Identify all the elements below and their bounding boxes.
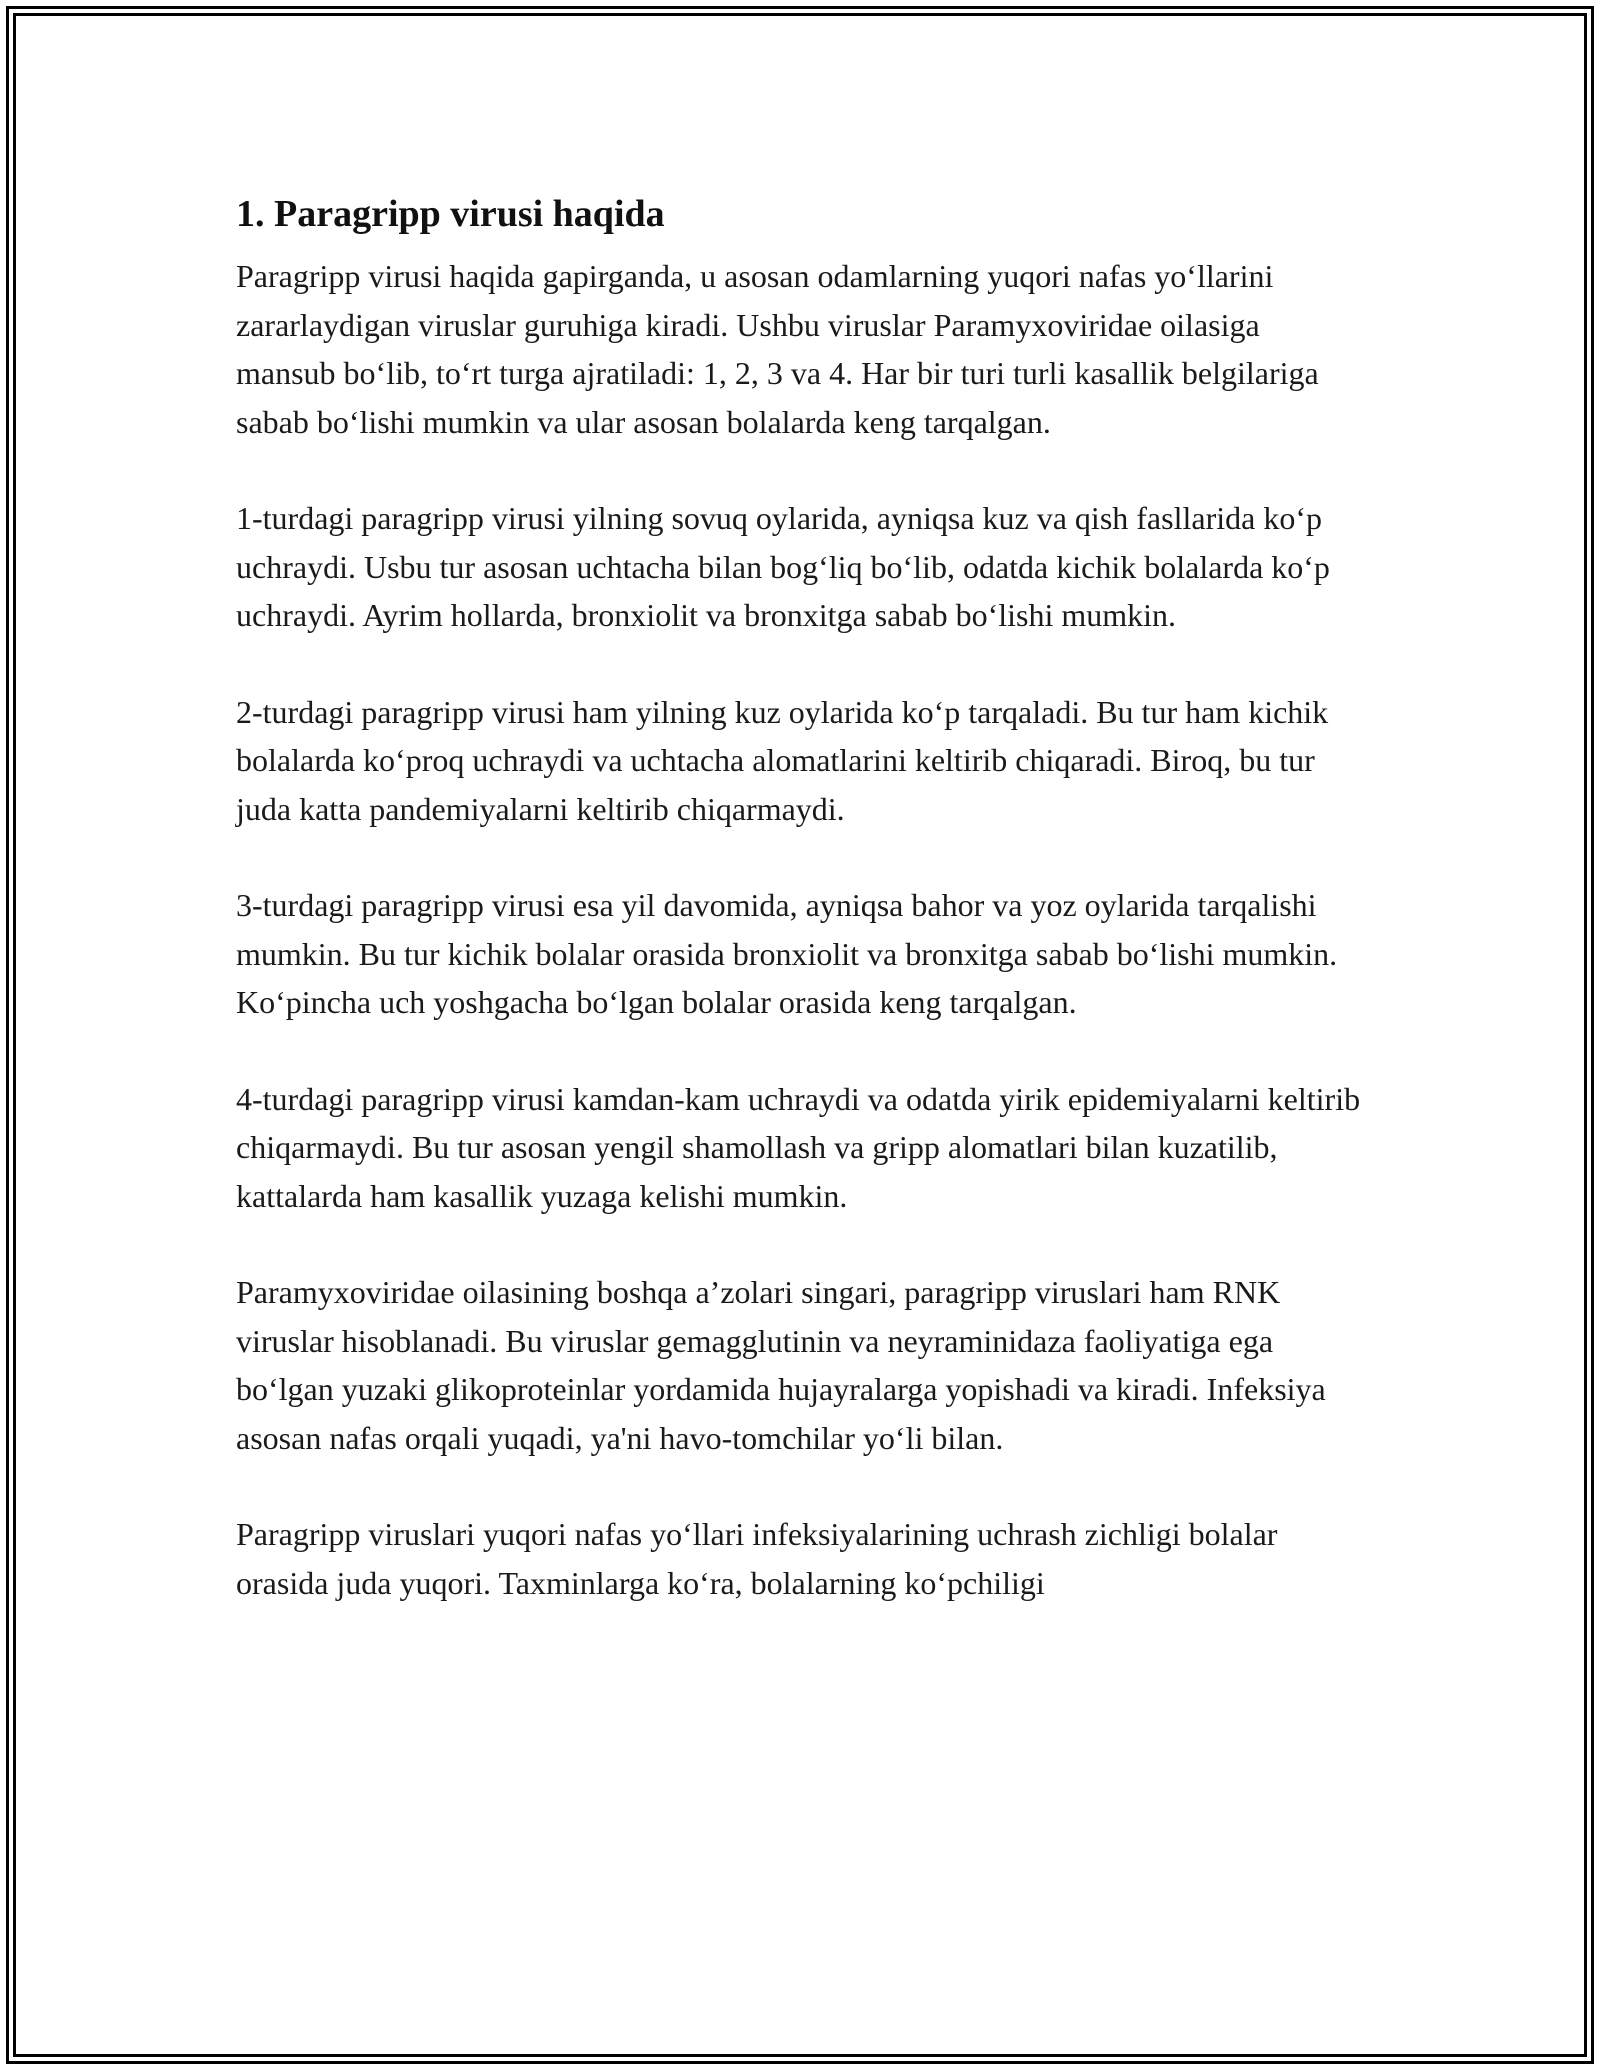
paragraph-family: Paramyxoviridae oilasining boshqa a’zolari singari, paragripp viruslari ham RNK viruslar hisoblanadi. Bu viruslar gemagglutinin va neyraminidaza faoliyatiga ega bo‘lgan yuzaki glikoproteinlar yordamida hujayralarga yopishadi va kiradi. Infeksiya asosan nafas orqali yuqadi, ya'ni havo-tomchilar yo‘li bilan. [236, 1274, 1326, 1456]
paragraph-intro: Paragripp virusi haqida gapirganda, u asosan odamlarning yuqori nafas yo‘llarini zararlaydigan viruslar guruhiga kiradi. Ushbu viruslar Paramyxoviridae oilasiga mansub bo‘lib, to‘rt turga ajratiladi: 1, 2, 3 va 4. Har bir turi turli kasallik belgilariga sabab bo‘lishi mumkin va ular asosan bolalarda keng tarqalgan. [236, 258, 1319, 440]
paragraph-type-4: 4-turdagi paragripp virusi kamdan-kam uchraydi va odatda yirik epidemiyalarni keltirib chiqarmaydi. Bu tur asosan yengil shamollash va gripp alomatlari bilan kuzatilib, kattalarda ham kasallik yuzaga kelishi mumkin. [236, 1080, 1361, 1214]
section-heading: 1. Paragripp virusi haqida [236, 193, 665, 235]
paragraph-prevalence: Paragripp viruslari yuqori nafas yo‘llari infeksiyalarining uchrash zichligi bolalar orasida juda yuqori. Taxminlarga ko‘ra, bolalarning ko‘pchiligi [236, 1516, 1278, 1601]
paragraph-type-3: 3-turdagi paragripp virusi esa yil davomida, ayniqsa bahor va yoz oylarida tarqalishi mumkin. Bu tur kichik bolalar orasida bronxiolit va bronxitga sabab bo‘lishi mumkin. Ko‘pincha uch yoshgacha bo‘lgan bolalar orasida keng tarqalgan. [236, 887, 1338, 1020]
paragraph-type-2: 2-turdagi paragripp virusi ham yilning kuz oylarida ko‘p tarqaladi. Bu tur ham kichik bolalarda ko‘proq uchraydi va uchtacha alomatlarini keltirib chiqaradi. Biroq, bu tur juda katta pandemiyalarni keltirib chiqarmaydi. [236, 693, 1329, 827]
document-body [236, 188, 1366, 1655]
paragraph-type-1: 1-turdagi paragripp virusi yilning sovuq oylarida, ayniqsa kuz va qish fasllarida ko‘p uchraydi. Usbu tur asosan uchtacha bilan bog‘liq bo‘lib, odatda kichik bolalarda ko‘p uchraydi. Ayrim hollarda, bronxiolit va bronxitga sabab bo‘lishi mumkin. [236, 500, 1330, 633]
